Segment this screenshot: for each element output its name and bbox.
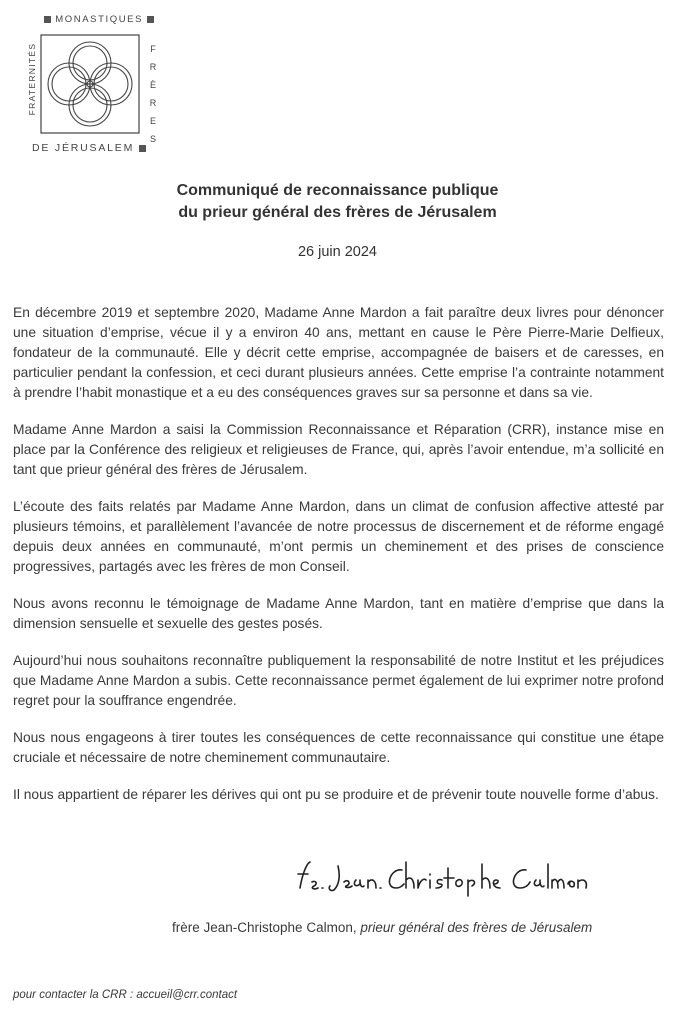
community-logo: [22, 14, 157, 154]
document-title: [0, 180, 675, 224]
paragraph: Madame Anne Mardon a saisi la Commission Reconnaissance et Réparation (CRR), instance mise en place par la Conférence des religieux et religieuses de France, qui, après l’avoir entendue, m’a sollicité en tant que prieur général des frères de Jérusalem.: [13, 422, 664, 477]
logo-right-text: F R È R E S: [149, 44, 157, 144]
logo-square-icon: [44, 16, 51, 23]
signer-name: frère Jean-Christophe Calmon,: [172, 920, 361, 935]
paragraph: Nous nous engageons à tirer toutes les conséquences de cette reconnaissance qui constitue une étape cruciale et nécessaire de notre cheminement communautaire.: [13, 730, 664, 765]
paragraph: Il nous appartient de réparer les dérives qui ont pu se produire et de prévenir toute nouvelle forme d’abus.: [13, 787, 659, 802]
contact-note: pour contacter la CRR : accueil@crr.contact: [13, 989, 238, 1001]
document-date: 26 juin 2024: [297, 244, 377, 260]
logo-bottom-text: DE JÉRUSALEM: [32, 142, 146, 154]
handwritten-signature: [292, 858, 592, 898]
title-line-2: du prieur général des frères de Jérusalem: [178, 204, 497, 221]
paragraph: Nous avons reconnu le témoignage de Madame Anne Mardon, tant en matière d’emprise que dans la dimension sensuelle et sexuelle des gestes posés.: [13, 596, 664, 631]
logo-square-icon: [139, 145, 146, 152]
paragraph: En décembre 2019 et septembre 2020, Madame Anne Mardon a fait paraître deux livres pour dénoncer une situation d’emprise, vécue il y a environ 40 ans, mettant en cause le Père Pierre-Marie Delfieux, fondateur de la communauté. Elle y décrit cette emprise, accompagnée de baisers et de caresses, en particulier pendant la confession, et ceci durant plusieurs années. Cette emprise l’a contrainte notamment à prendre l’habit monastique et a eu des conséquences graves sur sa personne et dans sa vie.: [13, 305, 664, 400]
signer-line: [172, 920, 592, 935]
logo-top-text: MONASTIQUES: [44, 14, 154, 25]
interlaced-rings-icon: [40, 34, 140, 134]
logo-square-icon: [147, 16, 154, 23]
paragraph: Aujourd’hui nous souhaitons reconnaître publiquement la responsabilité de notre Institut et les préjudices que Madame Anne Mardon a subis. Cette reconnaissance permet également de lui exprimer notre profond regret pour la souffrance engendrée.: [13, 653, 664, 708]
logo-left-text: FRATERNITÉS: [27, 42, 37, 116]
paragraph: L’écoute des faits relatés par Madame Anne Mardon, dans un climat de confusion affective attesté par plusieurs témoins, et parallèlement l’avancée de notre processus de discernement et de réforme engagé depuis deux années en communauté, m’ont permis un cheminement et des prises de conscience progressives, partagés avec les frères de mon Conseil.: [13, 499, 664, 574]
signer-role: prieur général des frères de Jérusalem: [360, 920, 593, 935]
document-body: [13, 303, 664, 822]
title-line-1: Communiqué de reconnaissance publique: [176, 182, 499, 199]
